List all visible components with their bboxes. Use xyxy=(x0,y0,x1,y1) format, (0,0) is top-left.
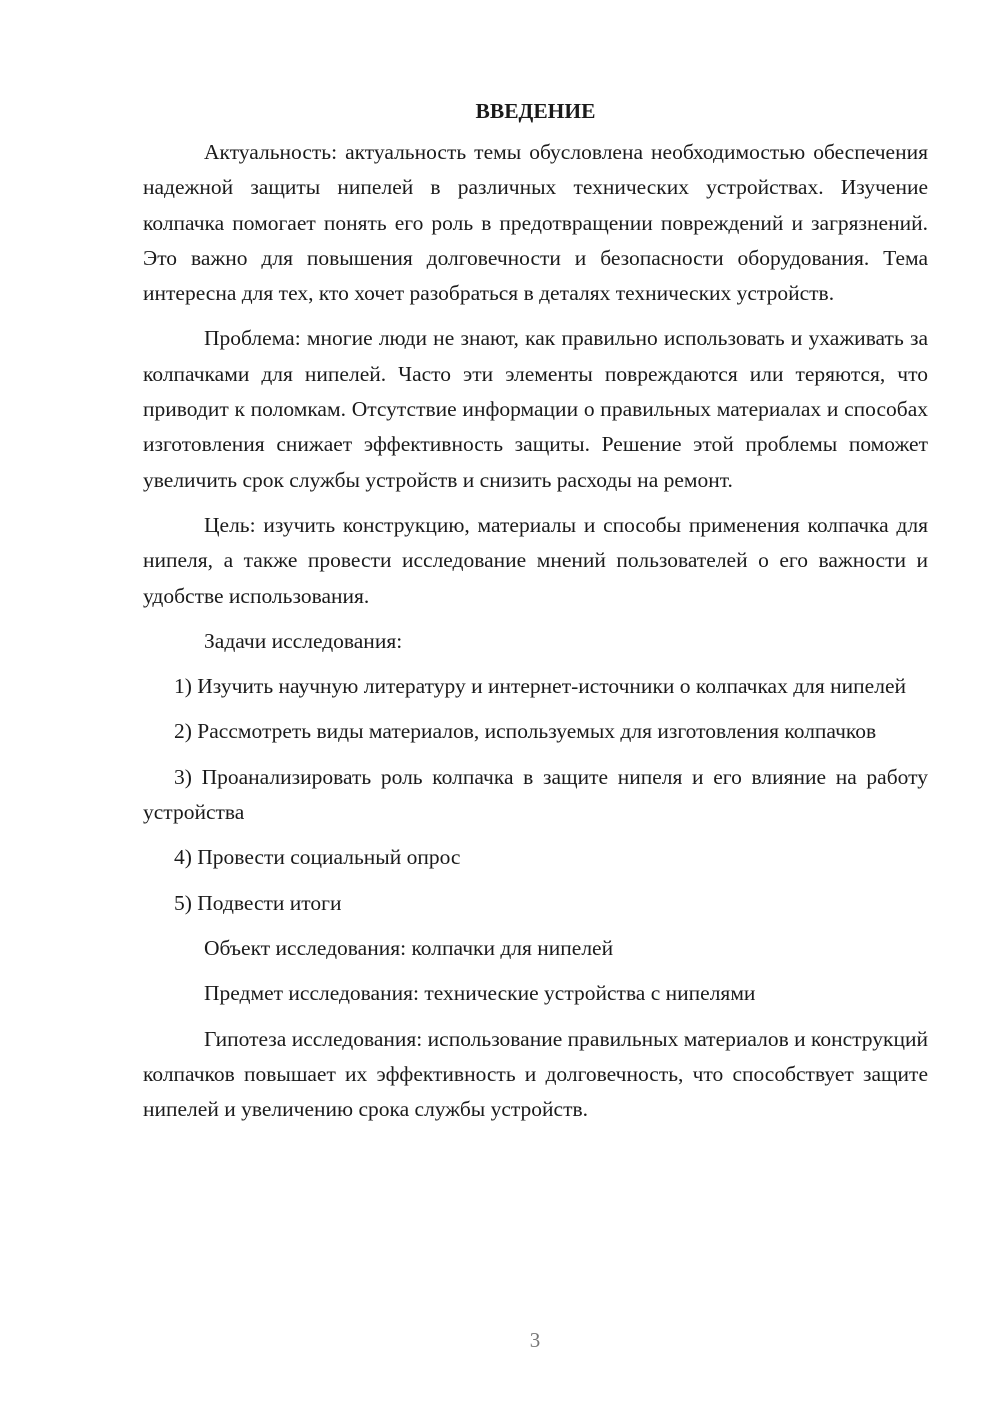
page-number: 3 xyxy=(529,1328,541,1352)
task-item-3: 3) Проанализировать роль колпачка в защите нипеля и его влияние на работу устройства xyxy=(143,764,928,825)
task-item-1: 1) Изучить научную литературу и интернет-источники о колпачках для нипелей xyxy=(174,674,906,699)
page-content xyxy=(143,94,928,1127)
goal-paragraph: Цель: изучить конструкцию, материалы и способы применения колпачка для нипеля, а также провести исследование мнений пользователей о его важности и удобстве использования. xyxy=(143,512,928,608)
research-object: Объект исследования: колпачки для нипелей xyxy=(204,935,614,960)
hypothesis-paragraph: Гипотеза исследования: использование правильных материалов и конструкций колпачков повышает их эффективность и долговечность, что способствует защите нипелей и увеличению срока службы устройств. xyxy=(143,1026,928,1122)
research-subject: Предмет исследования: технические устройства с нипелями xyxy=(204,981,756,1006)
section-title: ВВЕДЕНИЕ xyxy=(475,99,596,123)
task-item-4: 4) Провести социальный опрос xyxy=(174,845,461,870)
task-item-2: 2) Рассмотреть виды материалов, используемых для изготовления колпачков xyxy=(174,719,877,744)
task-item-5: 5) Подвести итоги xyxy=(174,890,342,915)
problem-paragraph: Проблема: многие люди не знают, как правильно использовать и ухаживать за колпачками для нипелей. Часто эти элементы повреждаются или теряются, что приводит к поломкам. Отсутствие информации о правильных материалах и способах изготовления снижает эффективность защиты. Решение этой проблемы поможет увеличить срок службы устройств и снизить расходы на ремонт. xyxy=(143,326,928,492)
relevance-paragraph: Актуальность: актуальность темы обусловлена необходимостью обеспечения надежной защиты нипелей в различных технических устройствах. Изучение колпачка помогает понять его роль в предотвращении повреждений и загрязнений. Это важно для повышения долговечности и безопасности оборудования. Тема интересна для тех, кто хочет разобраться в деталях технических устройств. xyxy=(143,140,928,306)
tasks-heading: Задачи исследования: xyxy=(204,628,403,653)
